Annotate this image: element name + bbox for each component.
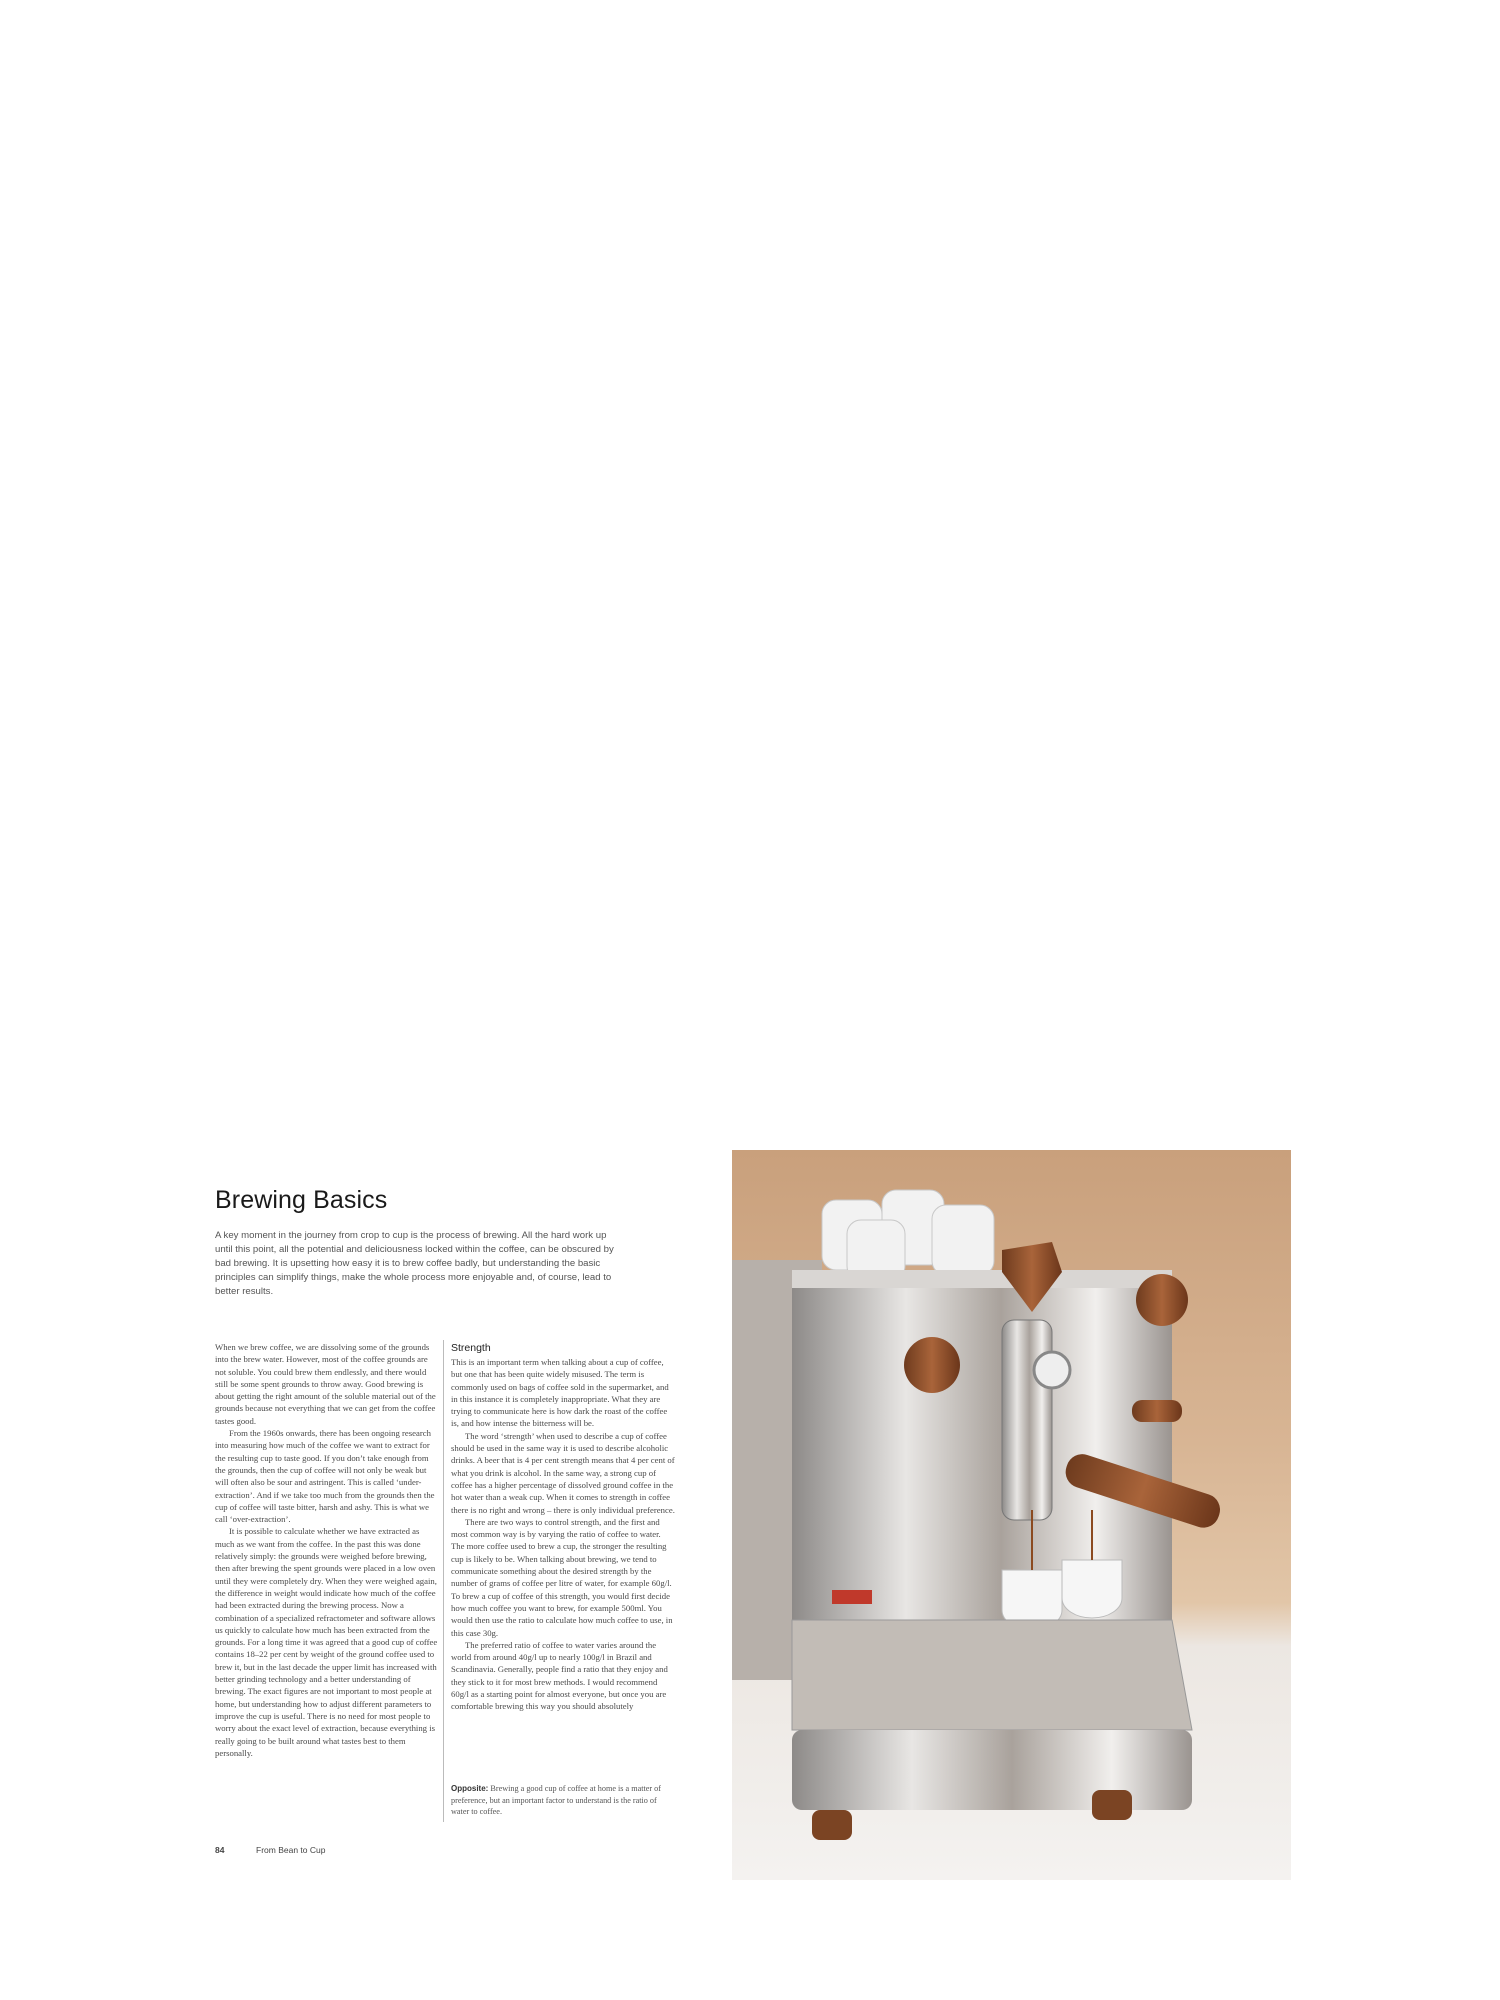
- page-title: Brewing Basics: [215, 1186, 388, 1214]
- column-divider: [443, 1340, 444, 1822]
- cups-on-top: [822, 1190, 994, 1280]
- body-paragraph: The word ‘strength’ when used to describe a cup of coffee should be used in the same way it is used to describe alcoholic drinks. A beer that is 4 per cent strength means that 4 per cent of what you drink is alcohol. In the same way, a strong cup of coffee has a higher percentage of dissolved ground coffee in the hot water than a weak cup. When it comes to strength in coffee there is no right and wrong – there is only individual preference.: [451, 1430, 675, 1515]
- caption-label: Opposite:: [451, 1784, 489, 1793]
- espresso-machine-photo: [732, 1150, 1291, 1880]
- running-footer: From Bean to Cup: [256, 1845, 326, 1855]
- body-column-1: [215, 1341, 439, 1759]
- section-heading-strength: Strength: [451, 1342, 491, 1354]
- body-paragraph: It is possible to calculate whether we have extracted as much as we want from the coffee. In the past this was done relatively simply: the grounds were weighed before brewing, then after brewing the spent grounds were placed in a low oven until they were completely dry. When they were weighed again, the difference in weight would indicate how much of the coffee had been extracted during the brewing process. Now a combination of a specialized refractometer and software allows us quickly to calculate how much has been extracted from the grounds. For a long time it was agreed that a good cup of coffee contains 18–22 per cent by weight of the ground coffee used to brew it, but in the last decade the upper limit has increased with better grinding technology and a better understanding of brewing. The exact figures are not important to most people at home, but understanding how to adjust different parameters to improve the cup is useful. There is no need for most people to worry about the exact level of extraction, because everything is really going to be built around what tastes best to them personally.: [215, 1526, 438, 1758]
- intro-paragraph: A key moment in the journey from crop to cup is the process of brewing. All the hard work up until this point, all the potential and deliciousness locked within the coffee, can be obscured by bad brewing. It is upsetting how easy it is to brew coffee badly, but understanding the basic principles can simplify things, make the whole process more enjoyable and, of course, lead to better results.: [215, 1230, 614, 1297]
- body-paragraph: There are two ways to control strength, and the first and most common way is by varying the ratio of coffee to water. The more coffee used to brew a cup, the stronger the resulting cup is likely to be. When talking about brewing, we tend to communicate something about the desired strength by the number of grams of coffee per litre of water, for example 60g/l. To brew a cup of coffee of this strength, you would first decide how much coffee you want to brew, for example 500ml. You would then use the ratio to calculate how much coffee to use, in this case 30g.: [451, 1516, 673, 1638]
- body-paragraph: When we brew coffee, we are dissolving some of the grounds into the brew water. However, most of the coffee grounds are not soluble. You could brew them endlessly, and there would still be some spent grounds to throw away. Good brewing is about getting the right amount of the soluble material out of the grounds because not everything that we can get from the coffee tastes good.: [215, 1342, 436, 1426]
- body-paragraph: The preferred ratio of coffee to water varies around the world from around 40g/l up to nearly 100g/l in Brazil and Scandinavia. Generally, people find a ratio that they enjoy and they stick to it for most brew methods. I would recommend 60g/l as a starting point for almost everyone, but once you are comfortable brewing this way you should absolutely: [451, 1639, 668, 1712]
- caption-text: Brewing a good cup of coffee at home is a matter of preference, but an important factor to understand is the ratio of water to coffee.: [451, 1784, 661, 1816]
- espresso-machine-illustration: [732, 1150, 1291, 1880]
- body-paragraph: From the 1960s onwards, there has been ongoing research into measuring how much of the coffee we want to extract for the resulting cup to taste good. If you don’t take enough from the grounds, then the cup of coffee will not only be weak but will often also be sour and astringent. This is called ‘under-extraction’. And if we take too much from the grounds then the cup of coffee will taste bitter, harsh and ashy. This is what we call ‘over-extraction’.: [215, 1428, 435, 1525]
- page-number: 84: [215, 1845, 225, 1855]
- body-paragraph: This is an important term when talking about a cup of coffee, but one that has been quite widely misused. The term is commonly used on bags of coffee sold in the supermarket, and in this instance it is completely inappropriate. What they are trying to communicate here is how dark the roast of the coffee is, and how intense the bitterness will be.: [451, 1357, 669, 1429]
- body-column-2: [451, 1341, 675, 1713]
- photo-caption: [451, 1783, 675, 1818]
